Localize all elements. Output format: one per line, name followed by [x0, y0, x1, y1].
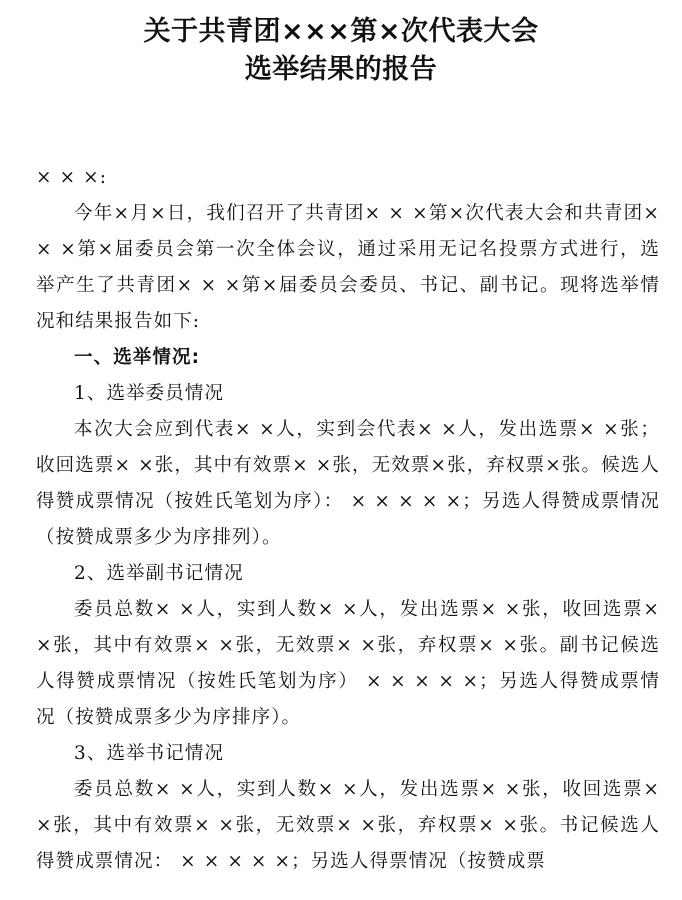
section-heading-election-status: 一、选举情况: [74, 347, 201, 368]
item-heading-deputy-secretary: 2、选举副书记情况 [74, 563, 244, 584]
document-body [36, 160, 660, 880]
item-body-committee-members: 本次大会应到代表× ×人，实到会代表× ×人，发出选票× ×张；收回选票× ×张，其中有效票× ×张，无效票×张，弃权票×张。候选人得赞成票情况（按姓氏笔划为序）： × × × × ×；另选人得赞成票情况（按赞成票多少为序排列）。 [36, 419, 660, 548]
salutation: × × ×: [36, 167, 108, 188]
document-title-line1: 关于共青团×××第×次代表大会 [143, 16, 539, 47]
item-body-secretary: 委员总数× ×人，实到人数× ×人，发出选票× ×张，收回选票× ×张，其中有效票× ×张，无效票× ×张，弃权票× ×张。书记候选人得赞成票情况： × × × × ×；另选人得票情况（按赞成票 [36, 779, 660, 872]
item-body-deputy-secretary: 委员总数× ×人，实到人数× ×人，发出选票× ×张，收回选票× ×张，其中有效票× ×张，无效票× ×张，弃权票× ×张。副书记候选人得赞成票情况（按姓氏笔划为序） × × × × ×；另选人得赞成票情况（按赞成票多少为序排序）。 [36, 599, 660, 728]
document-title-line2: 选举结果的报告 [244, 54, 438, 85]
intro-paragraph: 今年×月×日，我们召开了共青团× × ×第×次代表大会和共青团× × ×第×届委员会第一次全体会议，通过采用无记名投票方式进行，选举产生了共青团× × ×第×届委员会委员、书记、副书记。现将选举情况和结果报告如下: [36, 203, 660, 332]
item-heading-committee-members: 1、选举委员情况 [74, 383, 225, 404]
item-heading-secretary: 3、选举书记情况 [74, 743, 225, 764]
